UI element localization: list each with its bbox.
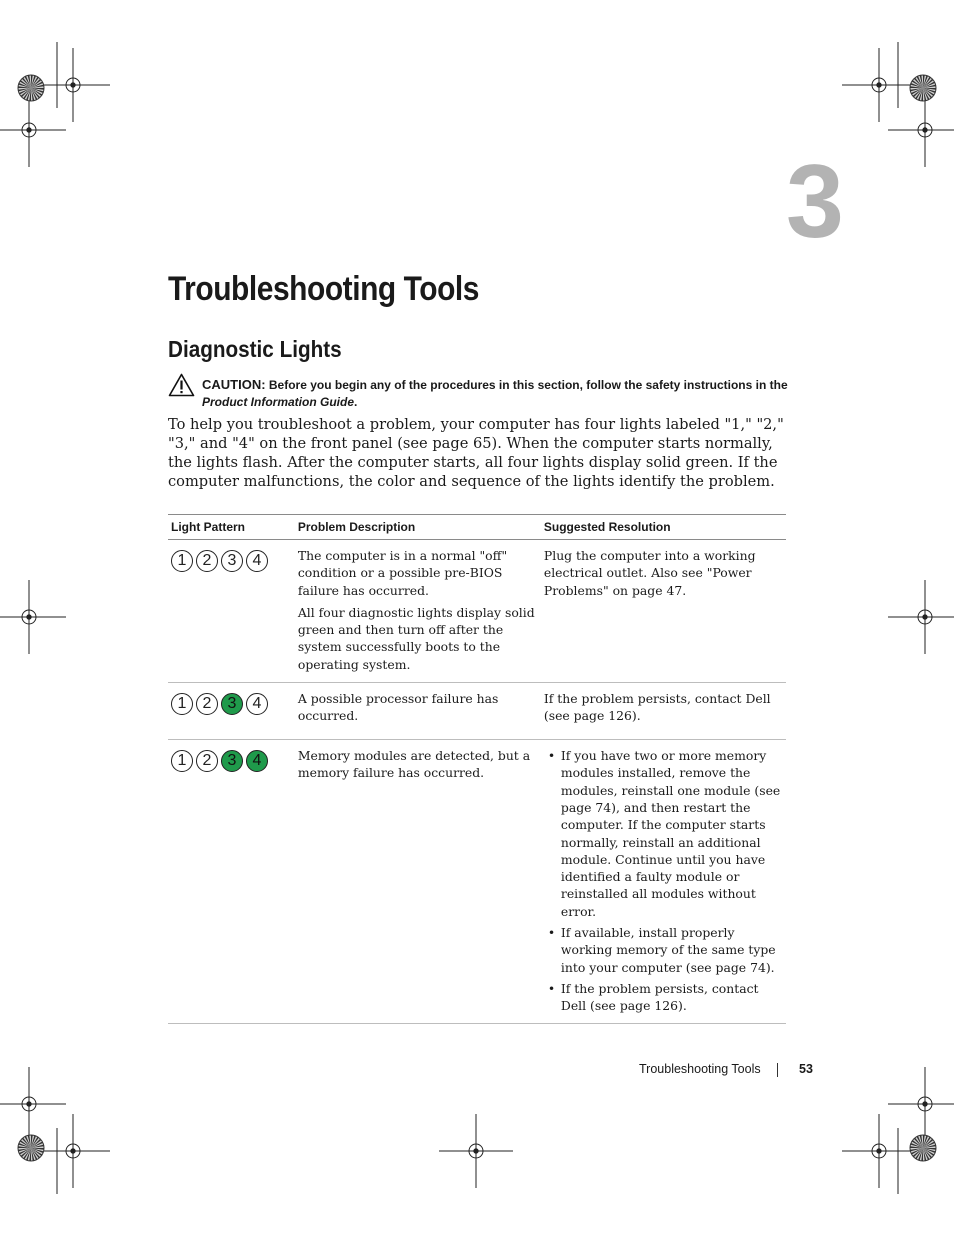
list-item: • If you have two or more memory modules installed, remove the modules, reinstall one module (see page 74), and then restart the computer. If the computer starts normally, reinstall an additional module. Continue until you have identified a faulty module or reinstalled all modules without error.	[544, 747, 783, 920]
light-pattern-cell	[168, 740, 295, 1023]
diagnostic-light: 2	[196, 750, 218, 772]
diagnostic-light: 3	[221, 750, 243, 772]
footer-separator	[777, 1063, 778, 1077]
caution-guide-reference: Product Information Guide	[202, 395, 354, 409]
problem-description-cell	[295, 540, 541, 683]
diagnostic-lights-table	[168, 514, 786, 1024]
header-light-pattern: Light Pattern	[168, 515, 295, 540]
suggested-resolution-cell	[541, 683, 786, 740]
list-item: • If available, install properly working memory of the same type into your computer (see page 74).	[544, 924, 783, 976]
header-problem-description: Problem Description	[295, 515, 541, 540]
light-pattern-cell	[168, 683, 295, 740]
diagnostic-light: 3	[221, 693, 243, 715]
resolution-bullet-list	[544, 747, 783, 1014]
chapter-number: 3	[786, 144, 844, 260]
light-pattern	[171, 547, 292, 572]
caution-text: Before you begin any of the procedures in this section, follow the safety instructions in the	[268, 378, 788, 392]
light-pattern	[171, 747, 292, 772]
suggested-resolution-cell	[541, 740, 786, 1023]
list-item: • If the problem persists, contact Dell (see page 126).	[544, 980, 783, 1015]
chapter-title: Troubleshooting Tools	[168, 270, 479, 308]
description-text: Memory modules are detected, but a memory failure has occurred.	[297, 748, 531, 781]
footer-chapter-title: Troubleshooting Tools	[639, 1062, 761, 1076]
table-header-row	[168, 515, 786, 540]
diagnostic-light: 2	[196, 550, 218, 572]
diagnostic-light: 4	[246, 750, 268, 772]
warning-triangle-icon	[168, 373, 195, 397]
table-row	[168, 683, 786, 740]
intro-paragraph: To help you troubleshoot a problem, your computer has four lights labeled "1," "2," "3," and "4" on the front panel (see page 65). When the computer starts normally, the lights flash. After the computer starts, all four lights display solid green. If the computer malfunctions, the color and sequence of the lights identify the problem.	[168, 416, 784, 490]
diagnostic-light: 3	[221, 550, 243, 572]
resolution-text: Plug the computer into a working electrical outlet. Also see "Power Problems" on page 47.	[543, 548, 756, 598]
caution-end: .	[354, 395, 358, 409]
description-text: The computer is in a normal "off" condition or a possible pre-BIOS failure has occurred.	[297, 548, 508, 598]
caution-label: CAUTION:	[202, 377, 266, 392]
diagnostic-light: 1	[171, 550, 193, 572]
light-pattern-cell	[168, 540, 295, 683]
diagnostic-light: 2	[196, 693, 218, 715]
diagnostic-light: 1	[171, 750, 193, 772]
description-text: A possible processor failure has occurred.	[297, 691, 499, 724]
table-row	[168, 540, 786, 683]
problem-description-cell	[295, 683, 541, 740]
diagnostic-light: 4	[246, 693, 268, 715]
diagnostic-light: 4	[246, 550, 268, 572]
diagnostic-light: 1	[171, 693, 193, 715]
light-pattern	[171, 690, 292, 715]
problem-description-cell	[295, 740, 541, 1023]
header-suggested-resolution: Suggested Resolution	[541, 515, 786, 540]
description-text: All four diagnostic lights display solid green and then turn off after the system successfully boots to the operating system.	[297, 604, 535, 672]
section-title: Diagnostic Lights	[168, 336, 342, 362]
resolution-text: If the problem persists, contact Dell (see page 126).	[543, 691, 771, 724]
page-number: 53	[799, 1062, 813, 1076]
table-row	[168, 740, 786, 1023]
suggested-resolution-cell	[541, 540, 786, 683]
